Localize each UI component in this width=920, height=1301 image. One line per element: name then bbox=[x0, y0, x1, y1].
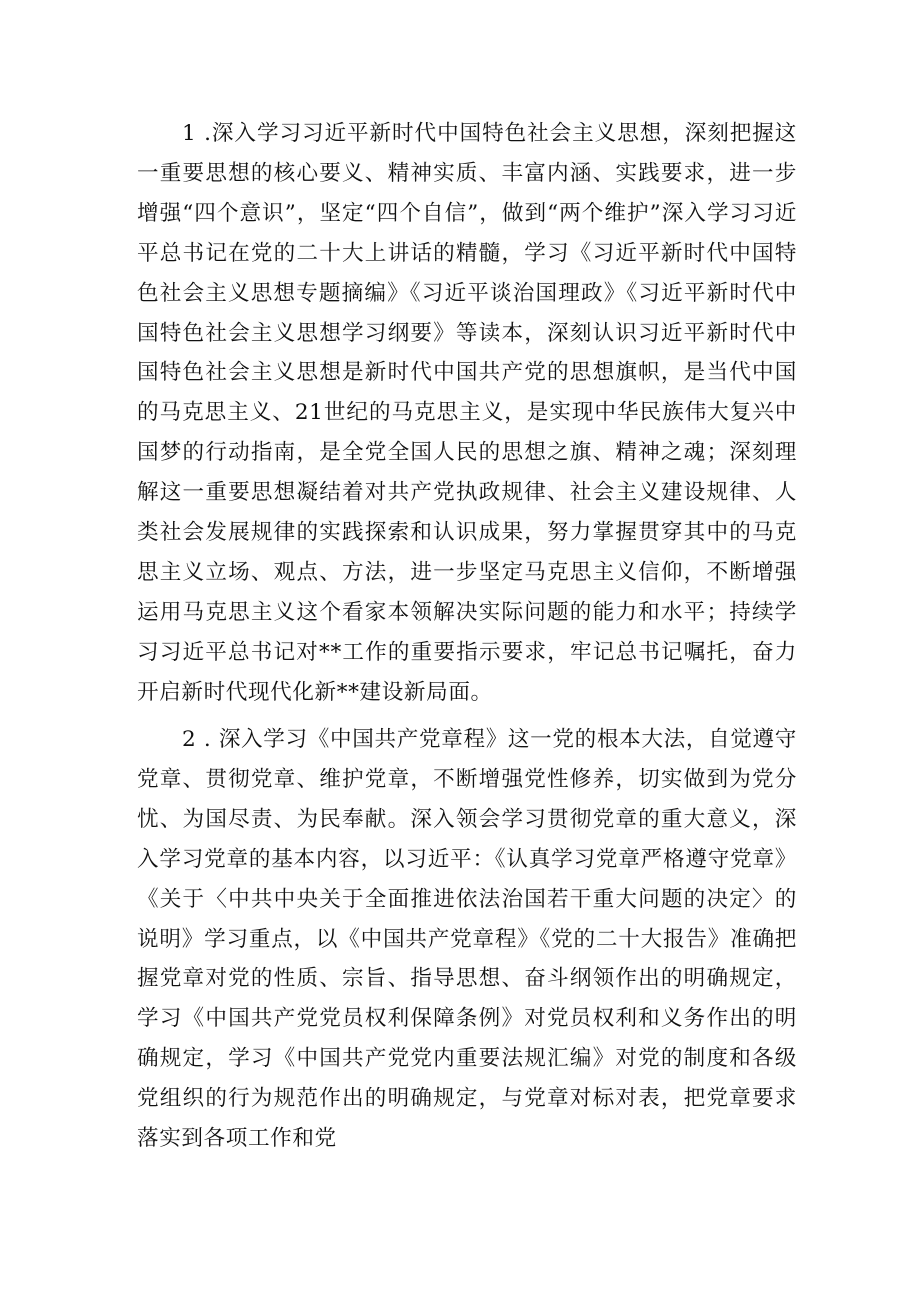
paragraph-2: 2 . 深入学习《中国共产党章程》这一党的根本大法，自觉遵守党章、贯彻党章、维护党章，不断增强党性修养，切实做到为党分忧、为国尽责、为民奉献。深入领会学习贯彻党章的重大意义，深入学习党章的基本内容，以习近平：《认真学习党章严格遵守党章》《关于〈中共中央关于全面推进依法治国若干重大问题的决定〉的说明》学习重点，以《中国共产党章程》《党的二十大报告》准确把握党章对党的性质、宗旨、指导思想、奋斗纲领作出的明确规定，学习《中国共产党党员权利保障条例》对党员权利和义务作出的明确规定，学习《中国共产党党内重要法规汇编》对党的制度和各级党组织的行为规范作出的明确规定，与党章对标对表，把党章要求落实到各项工作和党 bbox=[137, 727, 797, 1152]
paragraph-1: 1 .深入学习习近平新时代中国特色社会主义思想，深刻把握这一重要思想的核心要义、精神实质、丰富内涵、实践要求，进一步增强“四个意识”，坚定“四个自信”，做到“两个维护”深入学习习近平总书记在党的二十大上讲话的精髓，学习《习近平新时代中国特色社会主义思想专题摘编》《习近平谈治国理政》《习近平新时代中国特色社会主义思想学习纲要》等读本，深刻认识习近平新时代中国特色社会主义思想是新时代中国共产党的思想旗帜，是当代中国的马克思主义、21世纪的马克思主义，是实现中华民族伟大复兴中国梦的行动指南，是全党全国人民的思想之旗、精神之魂；深刻理解这一重要思想凝结着对共产党执政规律、社会主义建设规律、人类社会发展规律的实践探索和认识成果，努力掌握贯穿其中的马克思主义立场、观点、方法，进一步坚定马克思主义信仰，不断增强运用马克思主义这个看家本领解决实际问题的能力和水平；持续学习习近平总书记对**工作的重要指示要求，牢记总书记嘱托，奋力开启新时代现代化新**建设新局面。 bbox=[137, 121, 797, 705]
